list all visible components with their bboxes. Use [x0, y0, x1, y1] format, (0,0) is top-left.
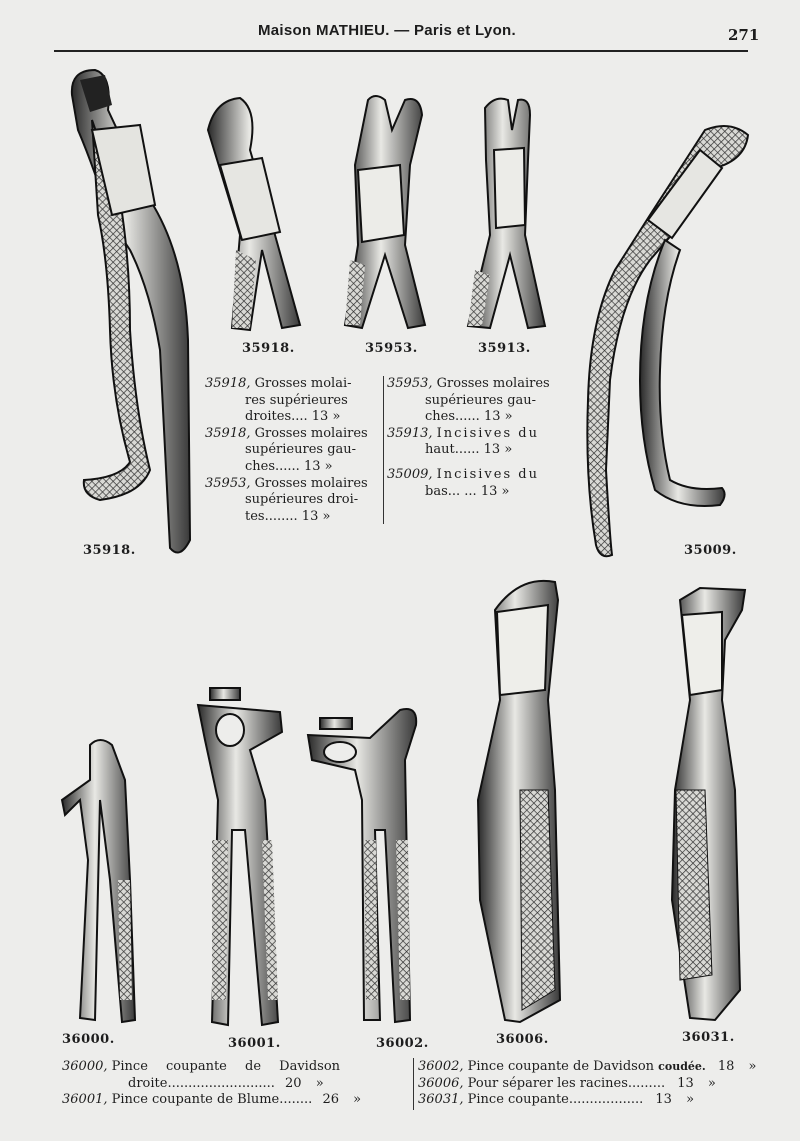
caption-35913: 35913. [478, 341, 531, 356]
column-divider-lower [413, 1058, 414, 1110]
forceps-35953-illustration [345, 96, 425, 328]
column-divider-upper [383, 376, 384, 524]
pliers-36000-illustration [62, 740, 135, 1022]
caption-35918-left: 35918. [83, 543, 136, 558]
upper-left-description: 35918, Grosses molai- res supérieures droites.... 13 » 35918, Grosses molaires supérieures gau- ches...... 13 » 35953, Grosses molaires supérieures droi- tes........ 13 » [205, 376, 368, 524]
caption-35953: 35953. [365, 341, 418, 356]
pliers-36001-illustration [198, 688, 282, 1025]
caption-36002: 36002. [376, 1036, 429, 1051]
lower-left-description: 36000, Pince coupante de Davidson droite.......................... 20 » 36001, Pince coupante de Blume........ 26 » [62, 1059, 362, 1108]
pliers-36002-illustration [308, 709, 416, 1022]
page-number: 271 [728, 26, 760, 44]
forceps-35913-illustration [468, 99, 545, 328]
lower-right-description: 36002, Pince coupante de Davidson coudée. 18 » 36006, Pour séparer les racines......... 13 » 36031, Pince coupante.................. 13 » [418, 1059, 757, 1108]
caption-36001: 36001. [228, 1036, 281, 1051]
caption-36006: 36006. [496, 1032, 549, 1047]
caption-35009: 35009. [684, 543, 737, 558]
forceps-36006-illustration [478, 581, 560, 1022]
header-title: Maison MATHIEU. — Paris et Lyon. [258, 22, 516, 39]
forceps-35918-large-illustration [72, 70, 190, 553]
upper-right-description: 35953, Grosses molaires supérieures gau- ches...... 13 » 35913, Incisives du haut...... 13 » 35009, Incisives du bas... ... 13 » [387, 376, 550, 499]
forceps-36031-illustration [672, 588, 745, 1020]
caption-35918-top: 35918. [242, 341, 295, 356]
caption-36031: 36031. [682, 1030, 735, 1045]
forceps-35009-large-illustration [587, 126, 748, 556]
caption-36000: 36000. [62, 1032, 115, 1047]
forceps-35918-illustration [208, 98, 300, 330]
